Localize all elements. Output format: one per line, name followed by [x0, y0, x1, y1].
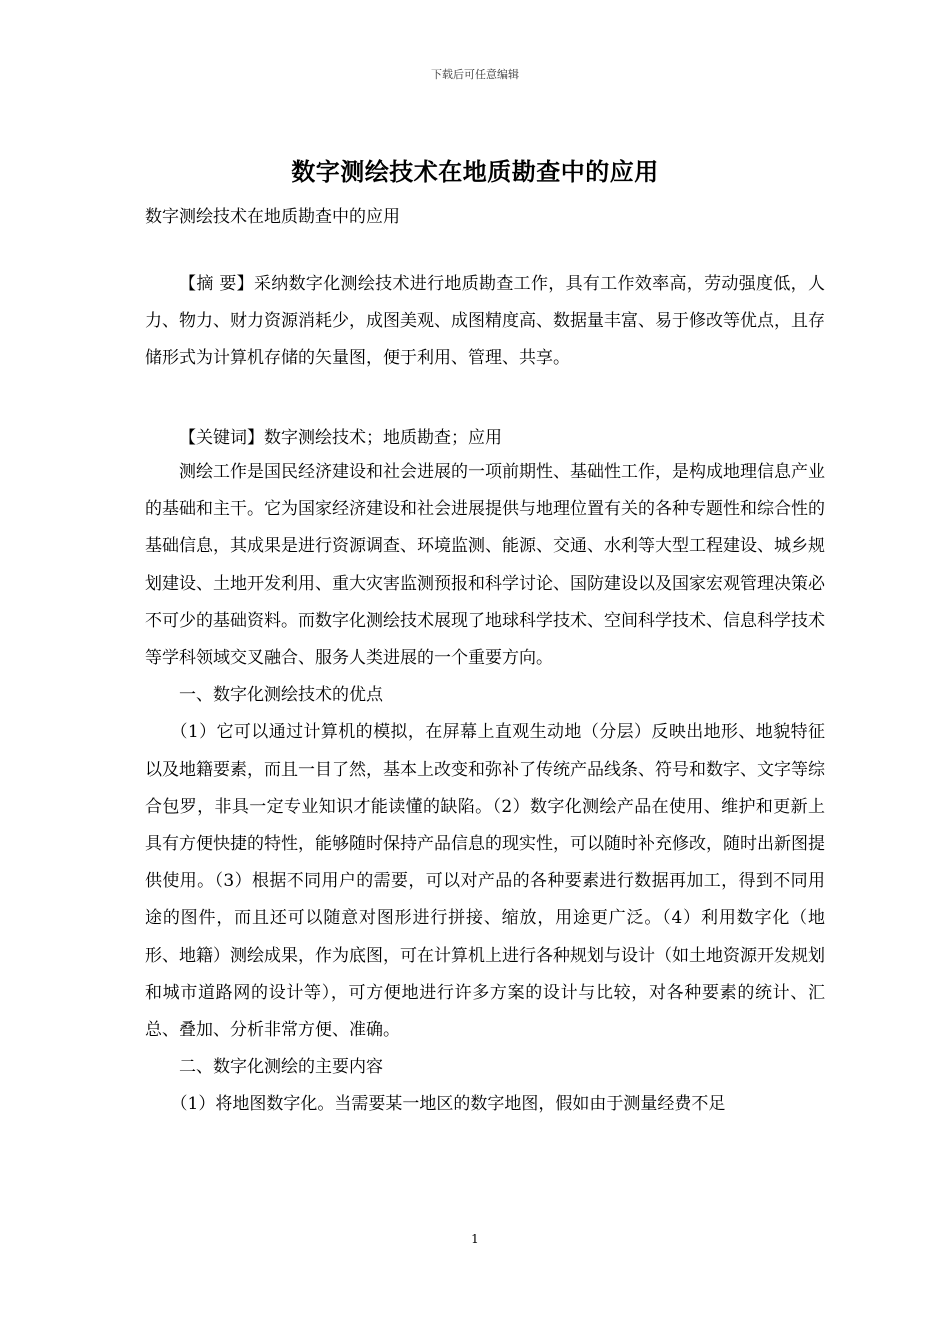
section-2-paragraph: （1）将地图数字化。当需要某一地区的数字地图，假如由于测量经费不足 — [170, 1094, 726, 1115]
section-2-heading: 二、数字化测绘的主要内容 — [179, 1057, 383, 1078]
section-1-heading: 一、数字化测绘技术的优点 — [179, 685, 383, 706]
intro-paragraph: 测绘工作是国民经济建设和社会进展的一项前期性、基础性工作，是构成地理信息产业的基础和主干。它为国家经济建设和社会进展提供与地理位置有关的各种专题性和综合性的基础信息，其成果是进行资源调查、环境监测、能源、交通、水利等大型工程建设、城乡规划建设、土地开发利用、重大灾害监测预报和科学讨论、国防建设以及国家宏观管理决策必不可少的基础资料。而数字化测绘技术展现了地球科学技术、空间科学技术、信息科学技术等学科领域交叉融合、服务人类进展的一个重要方向。 — [145, 462, 825, 669]
body-text — [145, 454, 825, 1124]
keywords-paragraph: 【关键词】数字测绘技术；地质勘查；应用 — [179, 428, 502, 448]
keywords-section — [145, 420, 825, 457]
abstract-paragraph: 【摘 要】采纳数字化测绘技术进行地质勘查工作，具有工作效率高，劳动强度低，人力、物力、财力资源消耗少，成图美观、成图精度高、数据量丰富、易于修改等优点，且存储形式为计算机存储的矢量图，便于利用、管理、共享。 — [145, 274, 825, 369]
document-subtitle: 数字测绘技术在地质勘查中的应用 — [145, 207, 400, 227]
section-1-paragraph: （1）它可以通过计算机的模拟，在屏幕上直观生动地（分层）反映出地形、地貌特征以及地籍要素，而且一目了然，基本上改变和弥补了传统产品线条、符号和数字、文字等综合包罗，非具一定专业知识才能读懂的缺陷。（2）数字化测绘产品在使用、维护和更新上具有方便快捷的特性，能够随时保持产品信息的现实性，可以随时补充修改，随时出新图提供使用。（3）根据不同用户的需要，可以对产品的各种要素进行数据再加工，得到不同用途的图件，而且还可以随意对图形进行拼接、缩放，用途更广泛。（4）利用数字化（地形、地籍）测绘成果，作为底图，可在计算机上进行各种规划与设计（如土地资源开发规划和城市道路网的设计等），可方便地进行许多方案的设计与比较，对各种要素的统计、汇总、叠加、分析非常方便、准确。 — [145, 722, 825, 1041]
page-header-note: 下载后可任意编辑 — [431, 68, 519, 81]
page-number: 1 — [471, 1232, 479, 1246]
abstract-section — [145, 266, 825, 378]
document-title: 数字测绘技术在地质勘查中的应用 — [291, 157, 659, 186]
